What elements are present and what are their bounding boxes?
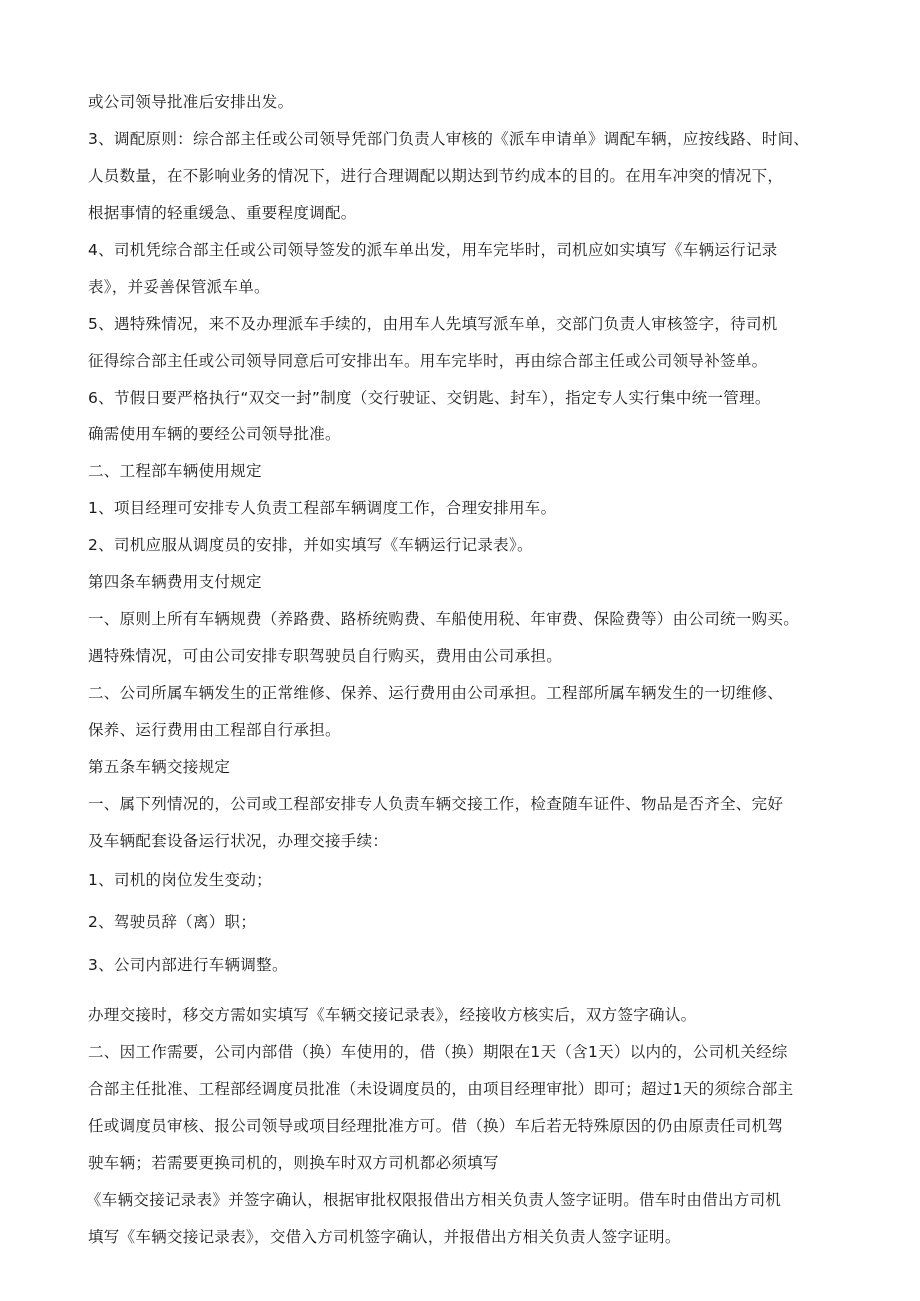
- text-line: 根据事情的轻重缓急、重要程度调配。: [88, 204, 357, 222]
- text-line: 6、节假日要严格执行“双交一封”制度（交行驶证、交钥匙、封车），指定专人实行集中统一管理。: [88, 389, 771, 407]
- text-line: 表》，并妥善保管派车单。: [88, 278, 270, 296]
- text-line: 2、司机应服从调度员的安排，并如实填写《车辆运行记录表》。: [88, 536, 533, 554]
- text-line: 人员数量，在不影响业务的情况下，进行合理调配以期达到节约成本的目的。在用车冲突的情况下，: [88, 167, 784, 185]
- text-line: 保养、运行费用由工程部自行承担。: [88, 721, 341, 739]
- text-line: 1、项目经理可安排专人负责工程部车辆调度工作，合理安排用车。: [88, 499, 557, 517]
- text-line: 一、属下列情况的，公司或工程部安排专人负责车辆交接工作，检查随车证件、物品是否齐全、完好: [88, 795, 784, 813]
- text-line: 确需使用车辆的要经公司领导批准。: [88, 425, 341, 443]
- section-heading: 二、工程部车辆使用规定: [88, 462, 262, 480]
- list-item: 3、公司内部进行车辆调整。: [88, 956, 288, 974]
- text-line: 3、调配原则：综合部主任或公司领导凭部门负责人审核的《派车申请单》调配车辆，应按线路、时间、: [88, 130, 810, 148]
- text-line: 《车辆交接记录表》并签字确认，根据审批权限报借出方相关负责人签字证明。借车时由借出方司机: [86, 1191, 782, 1209]
- text-line: 填写《车辆交接记录表》，交借入方司机签字确认，并报借出方相关负责人签字证明。: [88, 1228, 681, 1246]
- text-line: 驶车辆；若需要更换司机的，则换车时双方司机都必须填写: [88, 1154, 499, 1172]
- text-line: 二、因工作需要，公司内部借（换）车使用的，借（换）期限在1天（含1天）以内的，公司机关经综: [88, 1043, 788, 1061]
- text-line: 或公司领导批准后安排出发。: [88, 93, 294, 111]
- text-line: 任或调度员审核、报公司领导或项目经理批准方可。借（换）车后若无特殊原因的仍由原责任司机驾: [88, 1117, 784, 1135]
- text-line: 二、公司所属车辆发生的正常维修、保养、运行费用由公司承担。工程部所属车辆发生的一切维修、: [88, 684, 784, 702]
- list-item: 2、驾驶员辞（离）职；: [88, 913, 257, 931]
- text-line: 5、遇特殊情况，来不及办理派车手续的，由用车人先填写派车单，交部门负责人审核签字，待司机: [88, 315, 778, 333]
- text-line: 遇特殊情况，可由公司安排专职驾驶员自行购买，费用由公司承担。: [88, 647, 563, 665]
- article-heading: 第四条车辆费用支付规定: [88, 573, 262, 591]
- text-line: 及车辆配套设备运行状况，办理交接手续：: [88, 832, 389, 850]
- text-line: 办理交接时，移交方需如实填写《车辆交接记录表》，经接收方核实后，双方签字确认。: [88, 1006, 697, 1024]
- list-item: 1、司机的岗位发生变动；: [88, 871, 272, 889]
- text-line: 4、司机凭综合部主任或公司领导签发的派车单出发，用车完毕时，司机应如实填写《车辆运行记录: [88, 241, 778, 259]
- text-line: 征得综合部主任或公司领导同意后可安排出车。用车完毕时，再由综合部主任或公司领导补签单。: [88, 352, 768, 370]
- text-line: 一、原则上所有车辆规费（养路费、路桥统购费、车船使用税、年审费、保险费等）由公司统一购买。: [88, 610, 800, 628]
- article-heading: 第五条车辆交接规定: [88, 758, 231, 776]
- text-line: 合部主任批准、工程部经调度员批准（未设调度员的，由项目经理审批）即可；超过1天的须综合部主: [88, 1080, 794, 1098]
